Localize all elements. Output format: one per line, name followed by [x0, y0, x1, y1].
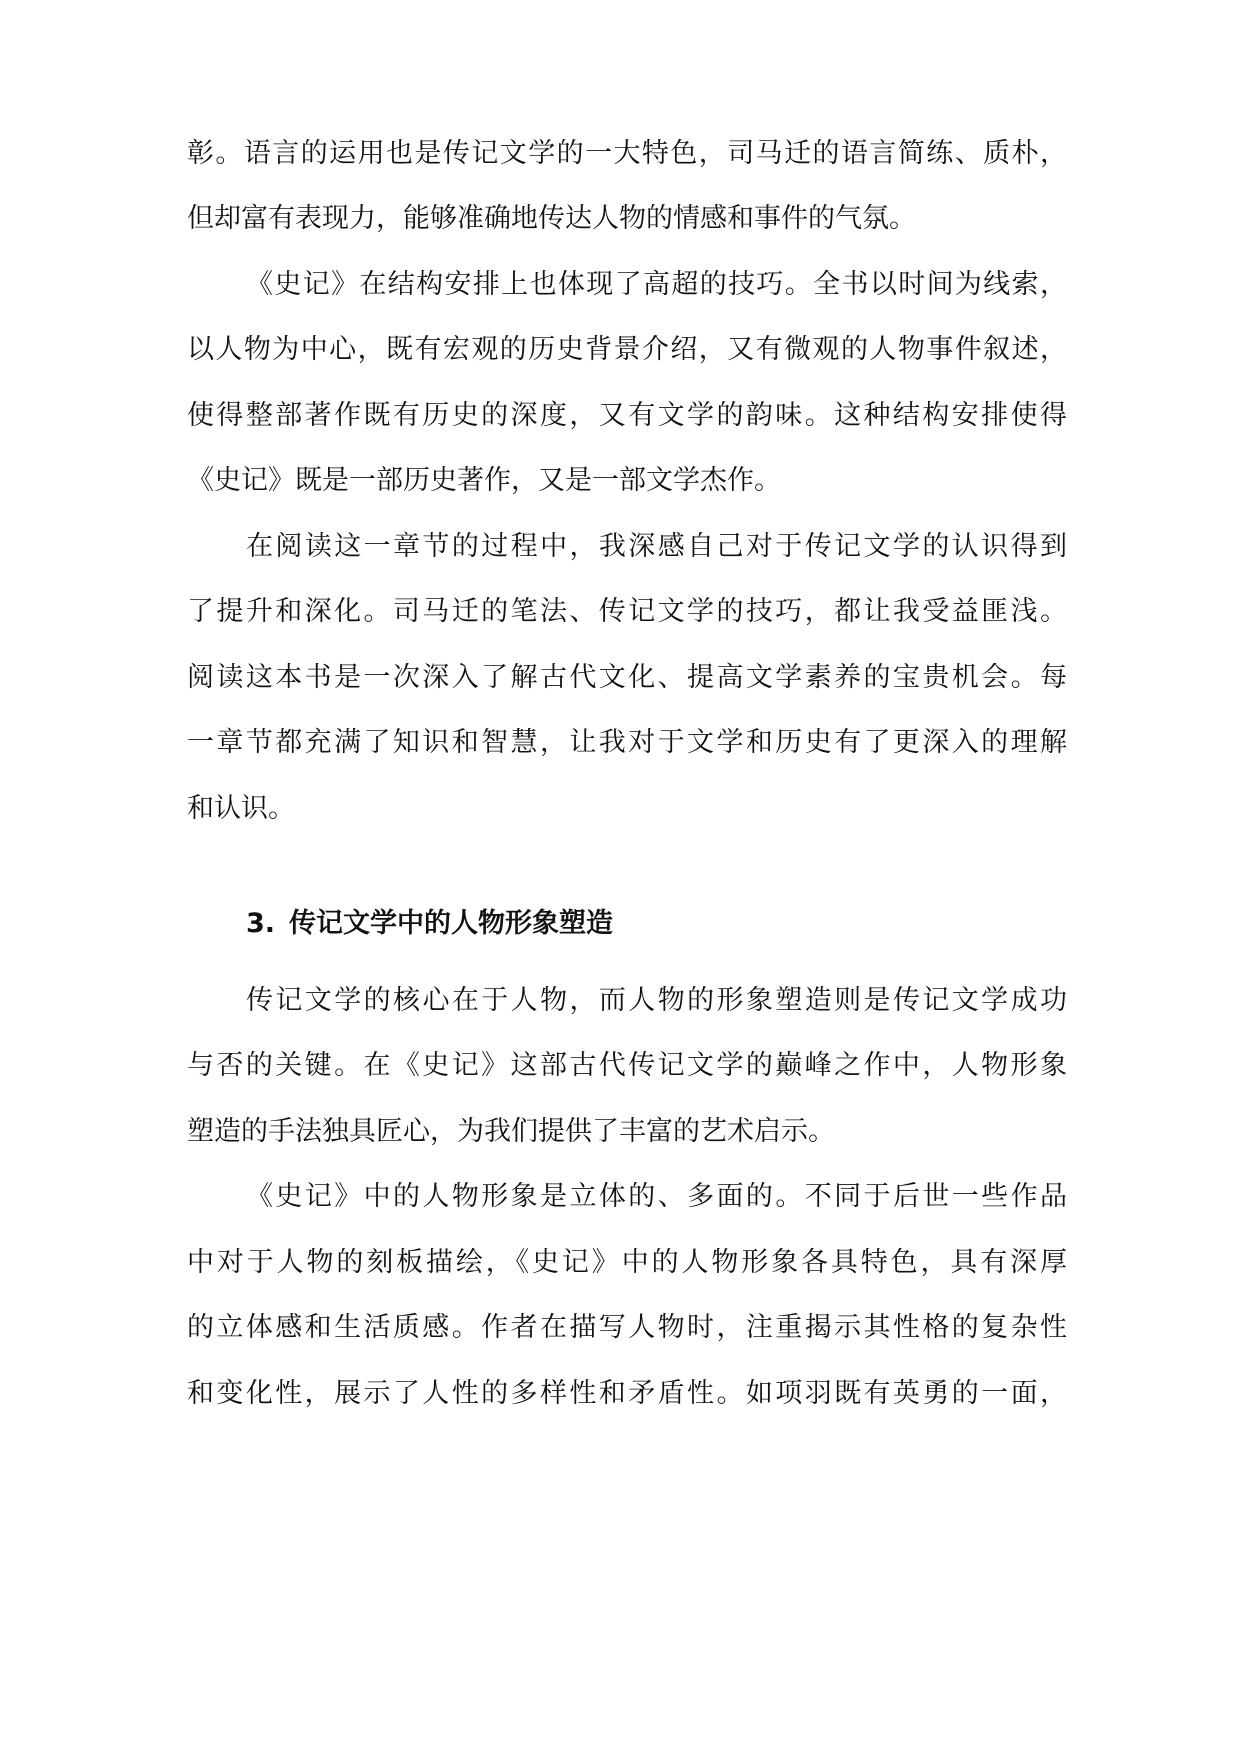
paragraph-4-line-2: 与否的关键。在《史记》这部古代传记文学的巅峰之作中，人物形象 [187, 1050, 1067, 1081]
section-title: 传记文学中的人物形象塑造 [289, 908, 614, 939]
paragraph-3-line-4: 一章节都充满了知识和智慧，让我对于文学和历史有了更深入的理解 [187, 727, 1067, 758]
paragraph-2-line-4: 《史记》既是一部历史著作，又是一部文学杰作。 [187, 465, 781, 496]
paragraph-5-line-4: 和变化性，展示了人性的多样性和矛盾性。如项羽既有英勇的一面， [187, 1378, 1067, 1409]
paragraph-1-line-2: 但却富有表现力，能够准确地传达人物的情感和事件的气氛。 [187, 203, 916, 234]
paragraph-2-line-3: 使得整部著作既有历史的深度，又有文学的韵味。这种结构安排使得 [187, 400, 1067, 431]
paragraph-3-line-2: 了提升和深化。司马迁的笔法、传记文学的技巧，都让我受益匪浅。 [187, 596, 1067, 627]
paragraph-1-line-1: 彰。语言的运用也是传记文学的一大特色，司马迁的语言简练、质朴， [187, 138, 1067, 169]
paragraph-3-line-3: 阅读这本书是一次深入了解古代文化、提高文学素养的宝贵机会。每 [187, 662, 1067, 693]
paragraph-5-line-3: 的立体感和生活质感。作者在描写人物时，注重揭示其性格的复杂性 [187, 1312, 1067, 1343]
paragraph-2-line-2: 以人物为中心，既有宏观的历史背景介绍，又有微观的人物事件叙述， [187, 334, 1067, 365]
paragraph-5-line-2: 中对于人物的刻板描绘，《史记》中的人物形象各具特色，具有深厚 [187, 1247, 1067, 1278]
section-heading [246, 908, 613, 940]
paragraph-3-line-5: 和认识。 [187, 793, 295, 824]
paragraph-5-line-1: 《史记》中的人物形象是立体的、多面的。不同于后世一些作品 [246, 1181, 1067, 1212]
paragraph-4-line-1: 传记文学的核心在于人物，而人物的形象塑造则是传记文学成功 [246, 985, 1067, 1016]
section-number: 3. [246, 908, 276, 939]
paragraph-4-line-3: 塑造的手法独具匠心，为我们提供了丰富的艺术启示。 [187, 1116, 835, 1147]
paragraph-3-line-1: 在阅读这一章节的过程中，我深感自己对于传记文学的认识得到 [246, 531, 1067, 562]
paragraph-2-line-1: 《史记》在结构安排上也体现了高超的技巧。全书以时间为线索， [246, 269, 1067, 300]
